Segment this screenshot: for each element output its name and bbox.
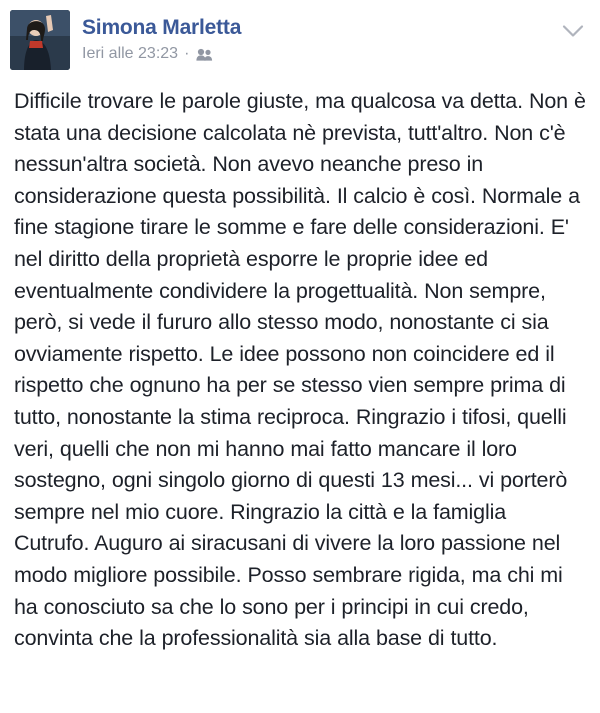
post-message: Difficile trovare le parole giuste, ma qualcosa va detta. Non è stata una decisione calcolata nè prevista, tutt'altro. Non c'è nessun'altra società. Non avevo neanche preso in considerazione questa possibilità. Il calcio è così. Normale a fine stagione tirare le somme e fare delle considerazioni. E' nel diritto della proprietà esporre le proprie idee ed eventualmente condividere la progettualità. Non sempre, però, si vede il fururo allo stesso modo, nonostante ci sia ovviamente rispetto. Le idee possono non coincidere ed il rispetto che ognuno ha per se stesso vien sempre prima di tutto, nonostante la stima reciproca. Ringrazio i tifosi, quelli veri, quelli che non mi hanno mai fatto mancare il loro sostegno, ogni singolo giorno di questi 13 mesi... vi porterò sempre nel mio cuore. Ringrazio la città e la famiglia Cutrufo. Auguro ai siracusani di vivere la loro passione nel modo migliore possibile. Posso sembrare rigida, ma chi mi ha conosciuto sa che lo sono per i principi in cui credo, convinta che la professionalità sia alla base di tutto. xyxy=(14,89,586,651)
meta-separator: · xyxy=(184,45,190,62)
post-meta xyxy=(82,45,588,63)
author-name[interactable]: Simona Marletta xyxy=(82,16,242,39)
post-body xyxy=(0,82,600,655)
post-header-text xyxy=(82,10,588,63)
friends-icon[interactable] xyxy=(196,48,213,61)
chevron-down-icon[interactable] xyxy=(560,18,586,44)
post-timestamp[interactable]: Ieri alle 23:23 xyxy=(82,45,179,62)
post-header xyxy=(0,0,600,82)
avatar[interactable] xyxy=(10,10,70,70)
